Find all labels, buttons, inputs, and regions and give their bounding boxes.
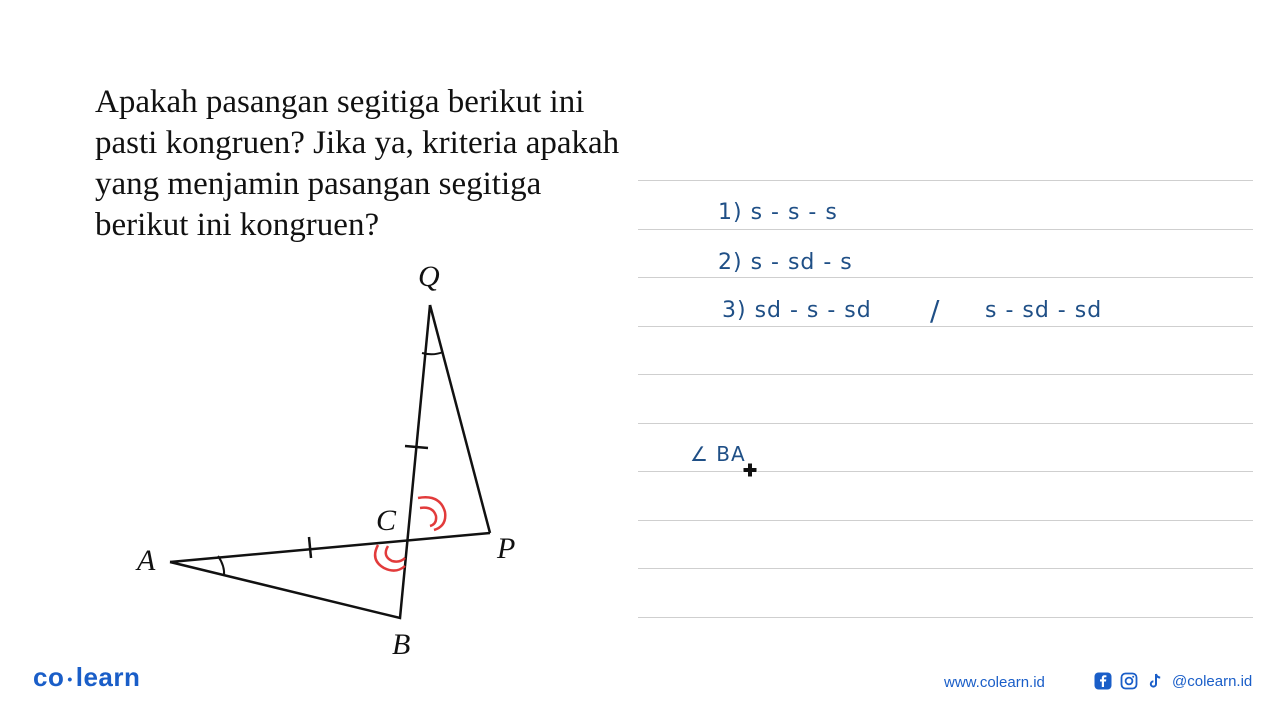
label-B: B xyxy=(392,628,411,661)
tick-mark-CQ xyxy=(405,446,428,448)
note-item-2: 2) s - sd - s xyxy=(718,250,853,275)
ruled-line xyxy=(638,568,1253,569)
note-item-1: 1) s - s - s xyxy=(718,200,838,225)
tiktok-icon[interactable] xyxy=(1146,672,1164,690)
ruled-line xyxy=(638,326,1253,327)
instagram-icon[interactable] xyxy=(1120,672,1138,690)
ruled-line xyxy=(638,471,1253,472)
note-item-3-separator: / xyxy=(930,294,941,327)
label-P: P xyxy=(497,532,516,565)
ruled-line xyxy=(638,180,1253,181)
question-line-2: pasti kongruen? Jika ya, kriteria apakah xyxy=(95,125,620,161)
brand-logo-left: co xyxy=(33,662,65,692)
note-item-3b: s - sd - sd xyxy=(985,298,1103,323)
facebook-icon[interactable] xyxy=(1094,672,1112,690)
question-line-4: berikut ini kongruen? xyxy=(95,207,380,243)
brand-logo-right: learn xyxy=(75,662,141,692)
ruled-line xyxy=(638,520,1253,521)
cursor-plus-icon xyxy=(742,462,758,478)
label-Q: Q xyxy=(418,260,440,293)
angle-mark-C-upper-inner xyxy=(420,508,436,526)
ruled-line xyxy=(638,617,1253,618)
label-A: A xyxy=(137,544,156,577)
label-C: C xyxy=(376,504,397,537)
note-angle: ∠ BA xyxy=(690,442,746,466)
brand-logo-dot: • xyxy=(67,671,73,688)
ruled-line xyxy=(638,374,1253,375)
ruled-line xyxy=(638,277,1253,278)
brand-logo[interactable] xyxy=(33,662,140,693)
angle-mark-C-lower-inner xyxy=(386,546,405,562)
note-item-3a: 3) sd - s - sd xyxy=(722,298,872,323)
social-links xyxy=(1094,670,1252,692)
question-line-1: Apakah pasangan segitiga berikut ini xyxy=(95,84,585,120)
segment-Q-P xyxy=(430,305,490,533)
ruled-line xyxy=(638,229,1253,230)
tick-mark-AC xyxy=(309,537,311,558)
angle-mark-C-lower-outer xyxy=(375,545,405,571)
question-line-3: yang menjamin pasangan segitiga xyxy=(95,166,542,202)
social-handle[interactable]: @colearn.id xyxy=(1172,672,1253,690)
website-link[interactable]: www.colearn.id xyxy=(944,674,1045,691)
ruled-line xyxy=(638,423,1253,424)
